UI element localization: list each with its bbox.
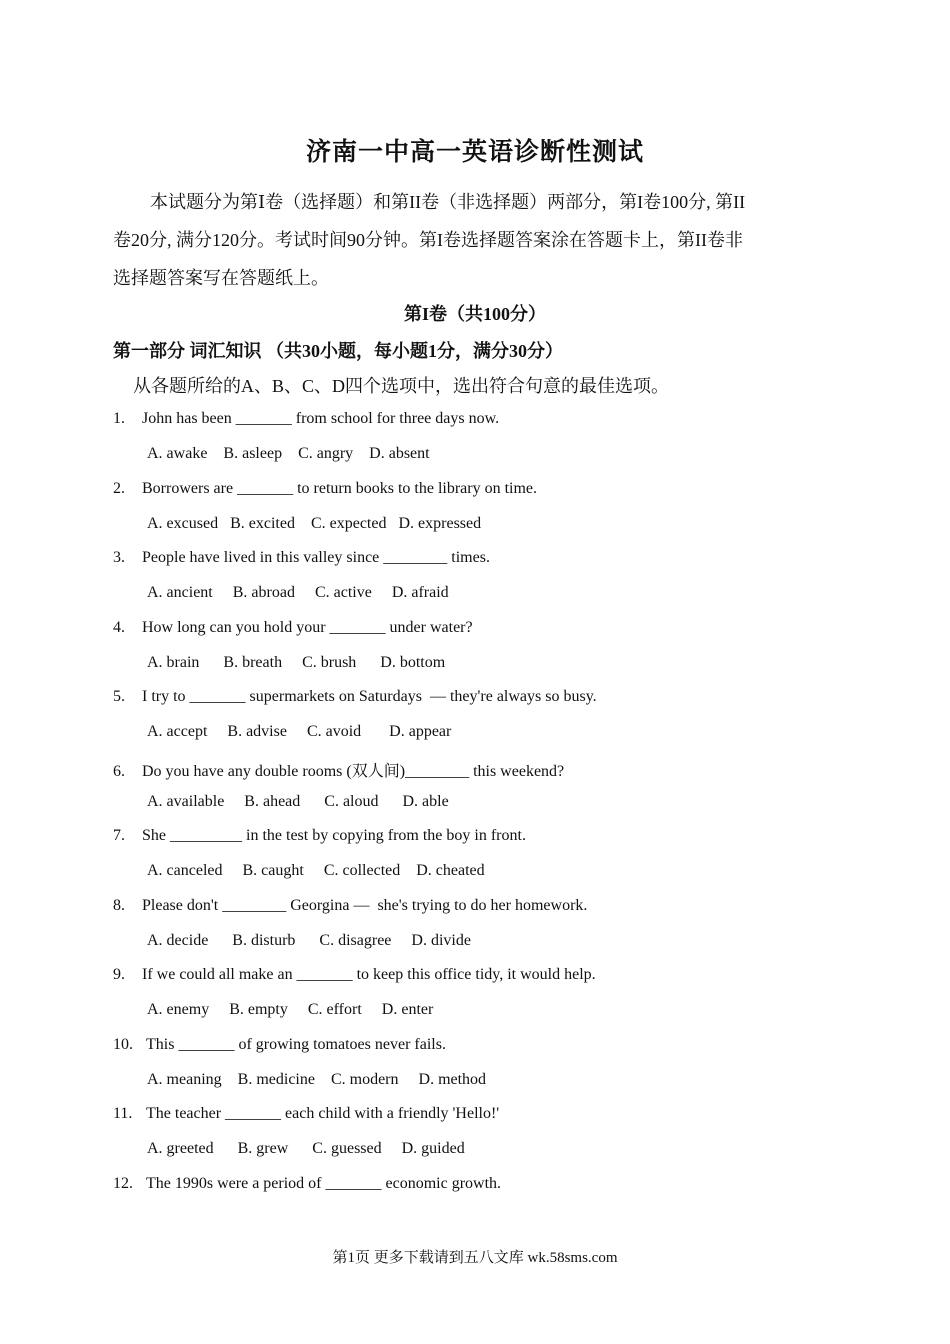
question-text: The teacher _______ each child with a friendly 'Hello!'	[146, 1105, 500, 1122]
answer-options: A. excused B. excited C. expected D. expressed	[147, 514, 482, 532]
question-row	[113, 410, 499, 428]
question-text: People have lived in this valley since ________ times.	[142, 549, 490, 566]
section-title: 第I卷（共100分）	[403, 304, 546, 324]
question-row	[113, 1036, 446, 1054]
question-row	[113, 966, 596, 984]
answer-options: A. canceled B. caught C. collected D. cheated	[147, 862, 485, 879]
answer-options: A. greeted B. grew C. guessed D. guided	[147, 1140, 465, 1157]
question-text: If we could all make an _______ to keep this office tidy, it would help.	[142, 966, 596, 983]
answer-options: A. awake B. asleep C. angry D. absent	[147, 445, 430, 462]
question-text: Please don't ________ Georgina — she's trying to do her homework.	[142, 896, 588, 914]
question-number: 8.	[113, 896, 125, 914]
question-text: Borrowers are _______ to return books to the library on time.	[142, 479, 538, 497]
question-row	[113, 897, 587, 915]
question-number: 5.	[113, 688, 125, 705]
question-text: She _________ in the test by copying from the boy in front.	[142, 827, 526, 844]
question-row	[113, 1175, 501, 1193]
instruction: 从各题所给的A、B、C、D四个选项中，选出符合句意的最佳选项。	[133, 376, 670, 396]
question-text: I try to _______ supermarkets on Saturdays — they're always so busy.	[142, 688, 597, 705]
intro-text	[113, 183, 828, 221]
question-text: This _______ of growing tomatoes never fails.	[146, 1035, 446, 1053]
answer-options: A. available B. ahead C. aloud D. able	[147, 792, 449, 810]
question-number: 7.	[113, 827, 125, 844]
question-row	[113, 549, 490, 567]
page-title: 济南一中高一英语诊断性测试	[305, 137, 644, 166]
question-number: 9.	[113, 966, 125, 983]
question-number: 3.	[113, 549, 125, 566]
part-title: 第一部分 词汇知识 （共30小题，每小题1分，满分30分）	[113, 341, 563, 361]
intro-line-1: 本试题分为第Ⅰ卷（选择题）和第II卷（非选择题）两部分，第I卷100分, 第II	[150, 192, 746, 212]
question-row	[113, 688, 597, 706]
question-row	[113, 480, 537, 498]
answer-options: A. meaning B. medicine C. modern D. method	[147, 1070, 487, 1088]
question-text: Do you have any double rooms (双人间)________ this weekend?	[142, 762, 565, 780]
page-footer: 第1页 更多下载请到五八文库 wk.58sms.com	[332, 1250, 618, 1266]
answer-options: A. brain B. breath C. brush D. bottom	[147, 653, 446, 671]
answer-options: A. accept B. advise C. avoid D. appear	[147, 723, 452, 740]
answer-options: A. enemy B. empty C. effort D. enter	[147, 1001, 434, 1018]
question-number: 2.	[113, 479, 125, 497]
question-row	[113, 619, 473, 637]
intro-line-3: 选择题答案写在答题纸上。	[113, 268, 329, 288]
question-row	[113, 1105, 499, 1123]
question-number: 10.	[113, 1035, 133, 1053]
question-number: 4.	[113, 618, 125, 636]
answer-options: A. decide B. disturb C. disagree D. divide	[147, 931, 471, 949]
question-number: 1.	[113, 410, 125, 427]
question-number: 12.	[113, 1174, 133, 1192]
question-text: The 1990s were a period of _______ economic growth.	[146, 1174, 502, 1192]
question-text: John has been _______ from school for three days now.	[142, 410, 500, 427]
question-row	[113, 758, 564, 781]
question-number: 11.	[113, 1105, 133, 1122]
question-number: 6.	[113, 762, 125, 780]
question-row	[113, 827, 526, 845]
intro-line-2: 卷20分, 满分120分。考试时间90分钟。第I卷选择题答案涂在答题卡上，第II卷非	[113, 230, 743, 250]
intro-paragraph	[113, 183, 828, 297]
question-text: How long can you hold your _______ under water?	[142, 618, 473, 636]
answer-options: A. ancient B. abroad C. active D. afraid	[147, 584, 449, 601]
